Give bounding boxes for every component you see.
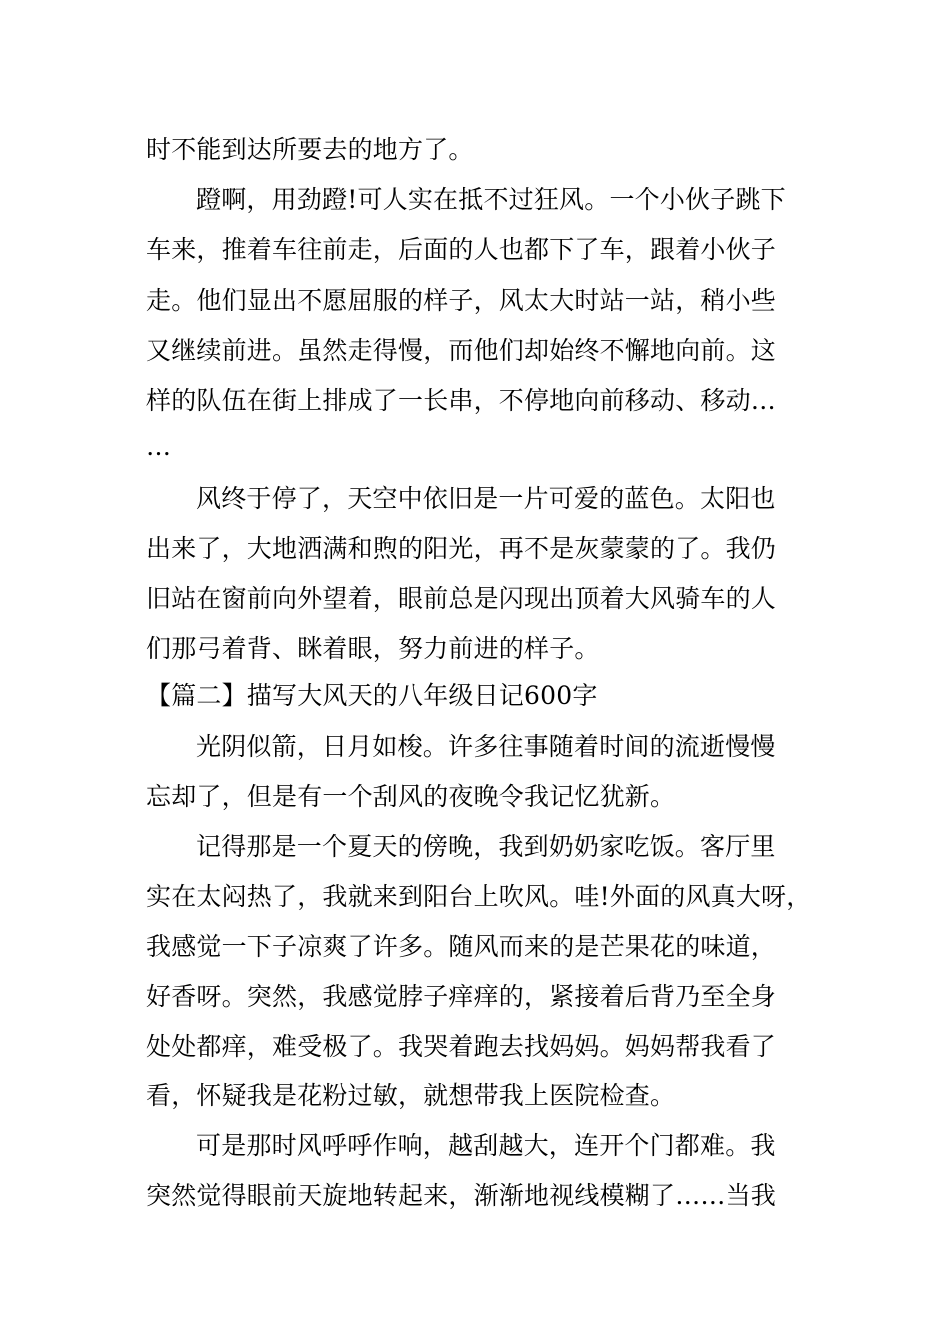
text-line: 车来，推着车往前走，后面的人也都下了车，跟着小伙子 xyxy=(146,235,777,264)
text-line: 旧站在窗前向外望着，眼前总是闪现出顶着大风骑车的人 xyxy=(146,584,777,613)
text-line: 忘却了，但是有一个刮风的夜晚令我记忆犹新。 xyxy=(146,782,676,811)
text-line: 突然觉得眼前天旋地转起来，渐渐地视线模糊了……当我 xyxy=(146,1181,777,1210)
text-line: 样的队伍在街上排成了一长串，不停地向前移动、移动… xyxy=(146,386,777,415)
paragraph-start-line: 蹬啊，用劲蹬!可人实在抵不过狂风。一个小伙子跳下 xyxy=(196,185,786,214)
text-line: 好香呀。突然，我感觉脖子痒痒的，紧接着后背乃至全身 xyxy=(146,982,777,1011)
text-line: 时不能到达所要去的地方了。 xyxy=(146,135,474,164)
paragraph-start-line: 记得那是一个夏天的傍晚，我到奶奶家吃饭。客厅里 xyxy=(196,832,776,861)
text-line: 又继续前进。虽然走得慢，而他们却始终不懈地向前。这 xyxy=(146,336,777,365)
section-heading: 【篇二】描写大风天的八年级日记600字 xyxy=(146,681,598,710)
text-line: 走。他们显出不愿屈服的样子，风太大时站一站，稍小些 xyxy=(146,286,777,315)
text-line: 实在太闷热了，我就来到阳台上吹风。哇!外面的风真大呀， xyxy=(146,882,812,911)
text-line: 出来了，大地洒满和煦的阳光，再不是灰蒙蒙的了。我仍 xyxy=(146,534,777,563)
text-line: … xyxy=(146,432,172,461)
text-line: 我感觉一下子凉爽了许多。随风而来的是芒果花的味道， xyxy=(146,932,777,961)
text-line: 们那弓着背、眯着眼，努力前进的样子。 xyxy=(146,634,600,663)
paragraph-start-line: 光阴似箭，日月如梭。许多往事随着时间的流逝慢慢 xyxy=(196,732,776,761)
text-line: 处处都痒，难受极了。我哭着跑去找妈妈。妈妈帮我看了 xyxy=(146,1032,777,1061)
paragraph-start-line: 可是那时风呼呼作响，越刮越大，连开个门都难。我 xyxy=(196,1131,776,1160)
text-line: 看，怀疑我是花粉过敏，就想带我上医院检查。 xyxy=(146,1081,676,1110)
paragraph-start-line: 风终于停了，天空中依旧是一片可爱的蓝色。太阳也 xyxy=(196,484,776,513)
